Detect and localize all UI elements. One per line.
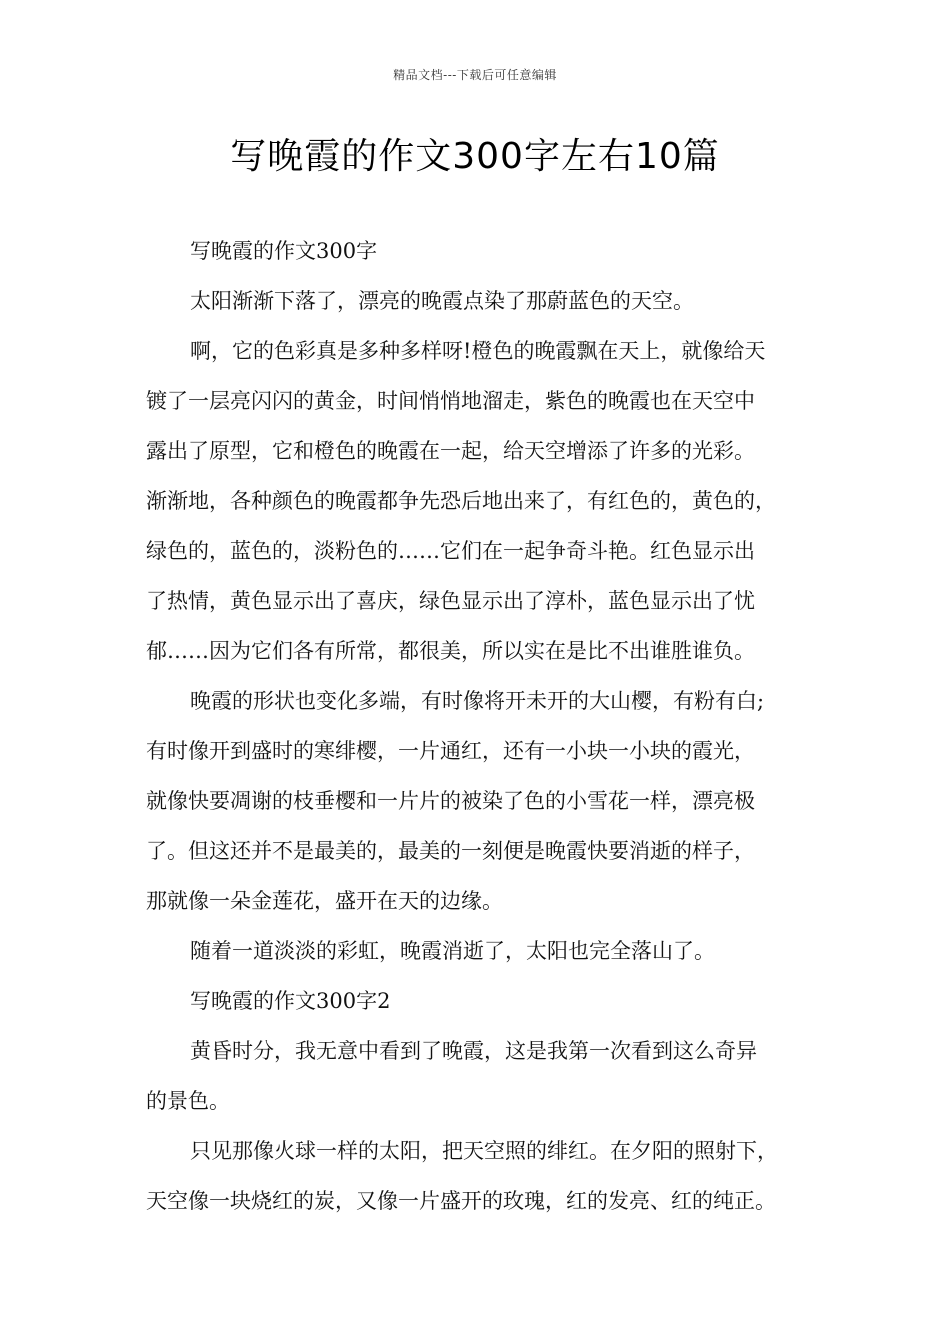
text-line: 那就像一朵金莲花，盛开在天的边缘。 (146, 889, 503, 913)
text-line: 渐渐地，各种颜色的晚霞都争先恐后地出来了，有红色的，黄色的， (146, 489, 776, 513)
text-line: 郁……因为它们各有所常，都很美，所以实在是比不出谁胜谁负。 (146, 639, 755, 663)
paragraph (146, 226, 826, 276)
document-body (146, 226, 826, 1226)
paragraph (146, 1026, 826, 1126)
text-line: 了热情，黄色显示出了喜庆，绿色显示出了淳朴，蓝色显示出了忧 (146, 589, 755, 613)
text-line: 只见那像火球一样的太阳，把天空照的绯红。在夕阳的照射下， (190, 1139, 778, 1163)
text-line: 黄昏时分，我无意中看到了晚霞，这是我第一次看到这么奇异 (190, 1039, 757, 1063)
paragraph (146, 926, 826, 976)
header-note: 精品文档---下载后可任意编辑 (393, 68, 557, 82)
text-line: 晚霞的形状也变化多端，有时像将开未开的大山樱，有粉有白; (190, 689, 765, 713)
document-title: 写晚霞的作文300字左右10篇 (230, 136, 720, 177)
paragraph (146, 676, 826, 926)
text-line: 镀了一层亮闪闪的黄金，时间悄悄地溜走，紫色的晚霞也在天空中 (146, 389, 755, 413)
paragraph (146, 276, 826, 326)
text-line: 随着一道淡淡的彩虹，晚霞消逝了，太阳也完全落山了。 (190, 939, 715, 963)
paragraph (146, 326, 826, 676)
paragraph (146, 1126, 826, 1226)
text-line: 了。但这还并不是最美的，最美的一刻便是晚霞快要消逝的样子， (146, 839, 755, 863)
text-line: 就像快要凋谢的枝垂樱和一片片的被染了色的小雪花一样，漂亮极 (146, 789, 755, 813)
text-line: 天空像一块烧红的炭，又像一片盛开的玫瑰，红的发亮、红的纯正。 (146, 1189, 776, 1213)
text-line: 绿色的，蓝色的，淡粉色的……它们在一起争奇斗艳。红色显示出 (146, 539, 755, 563)
text-line: 写晚霞的作文300字 (190, 239, 378, 263)
text-line: 有时像开到盛时的寒绯樱，一片通红，还有一小块一小块的霞光， (146, 739, 755, 763)
text-line: 的景色。 (146, 1089, 230, 1113)
text-line: 露出了原型，它和橙色的晚霞在一起，给天空增添了许多的光彩。 (146, 439, 755, 463)
text-line: 啊，它的色彩真是多种多样呀!橙色的晚霞飘在天上，就像给天 (190, 339, 766, 363)
text-line: 太阳渐渐下落了，漂亮的晚霞点染了那蔚蓝色的天空。 (190, 289, 694, 313)
paragraph (146, 976, 826, 1026)
text-line: 写晚霞的作文300字2 (190, 989, 391, 1013)
